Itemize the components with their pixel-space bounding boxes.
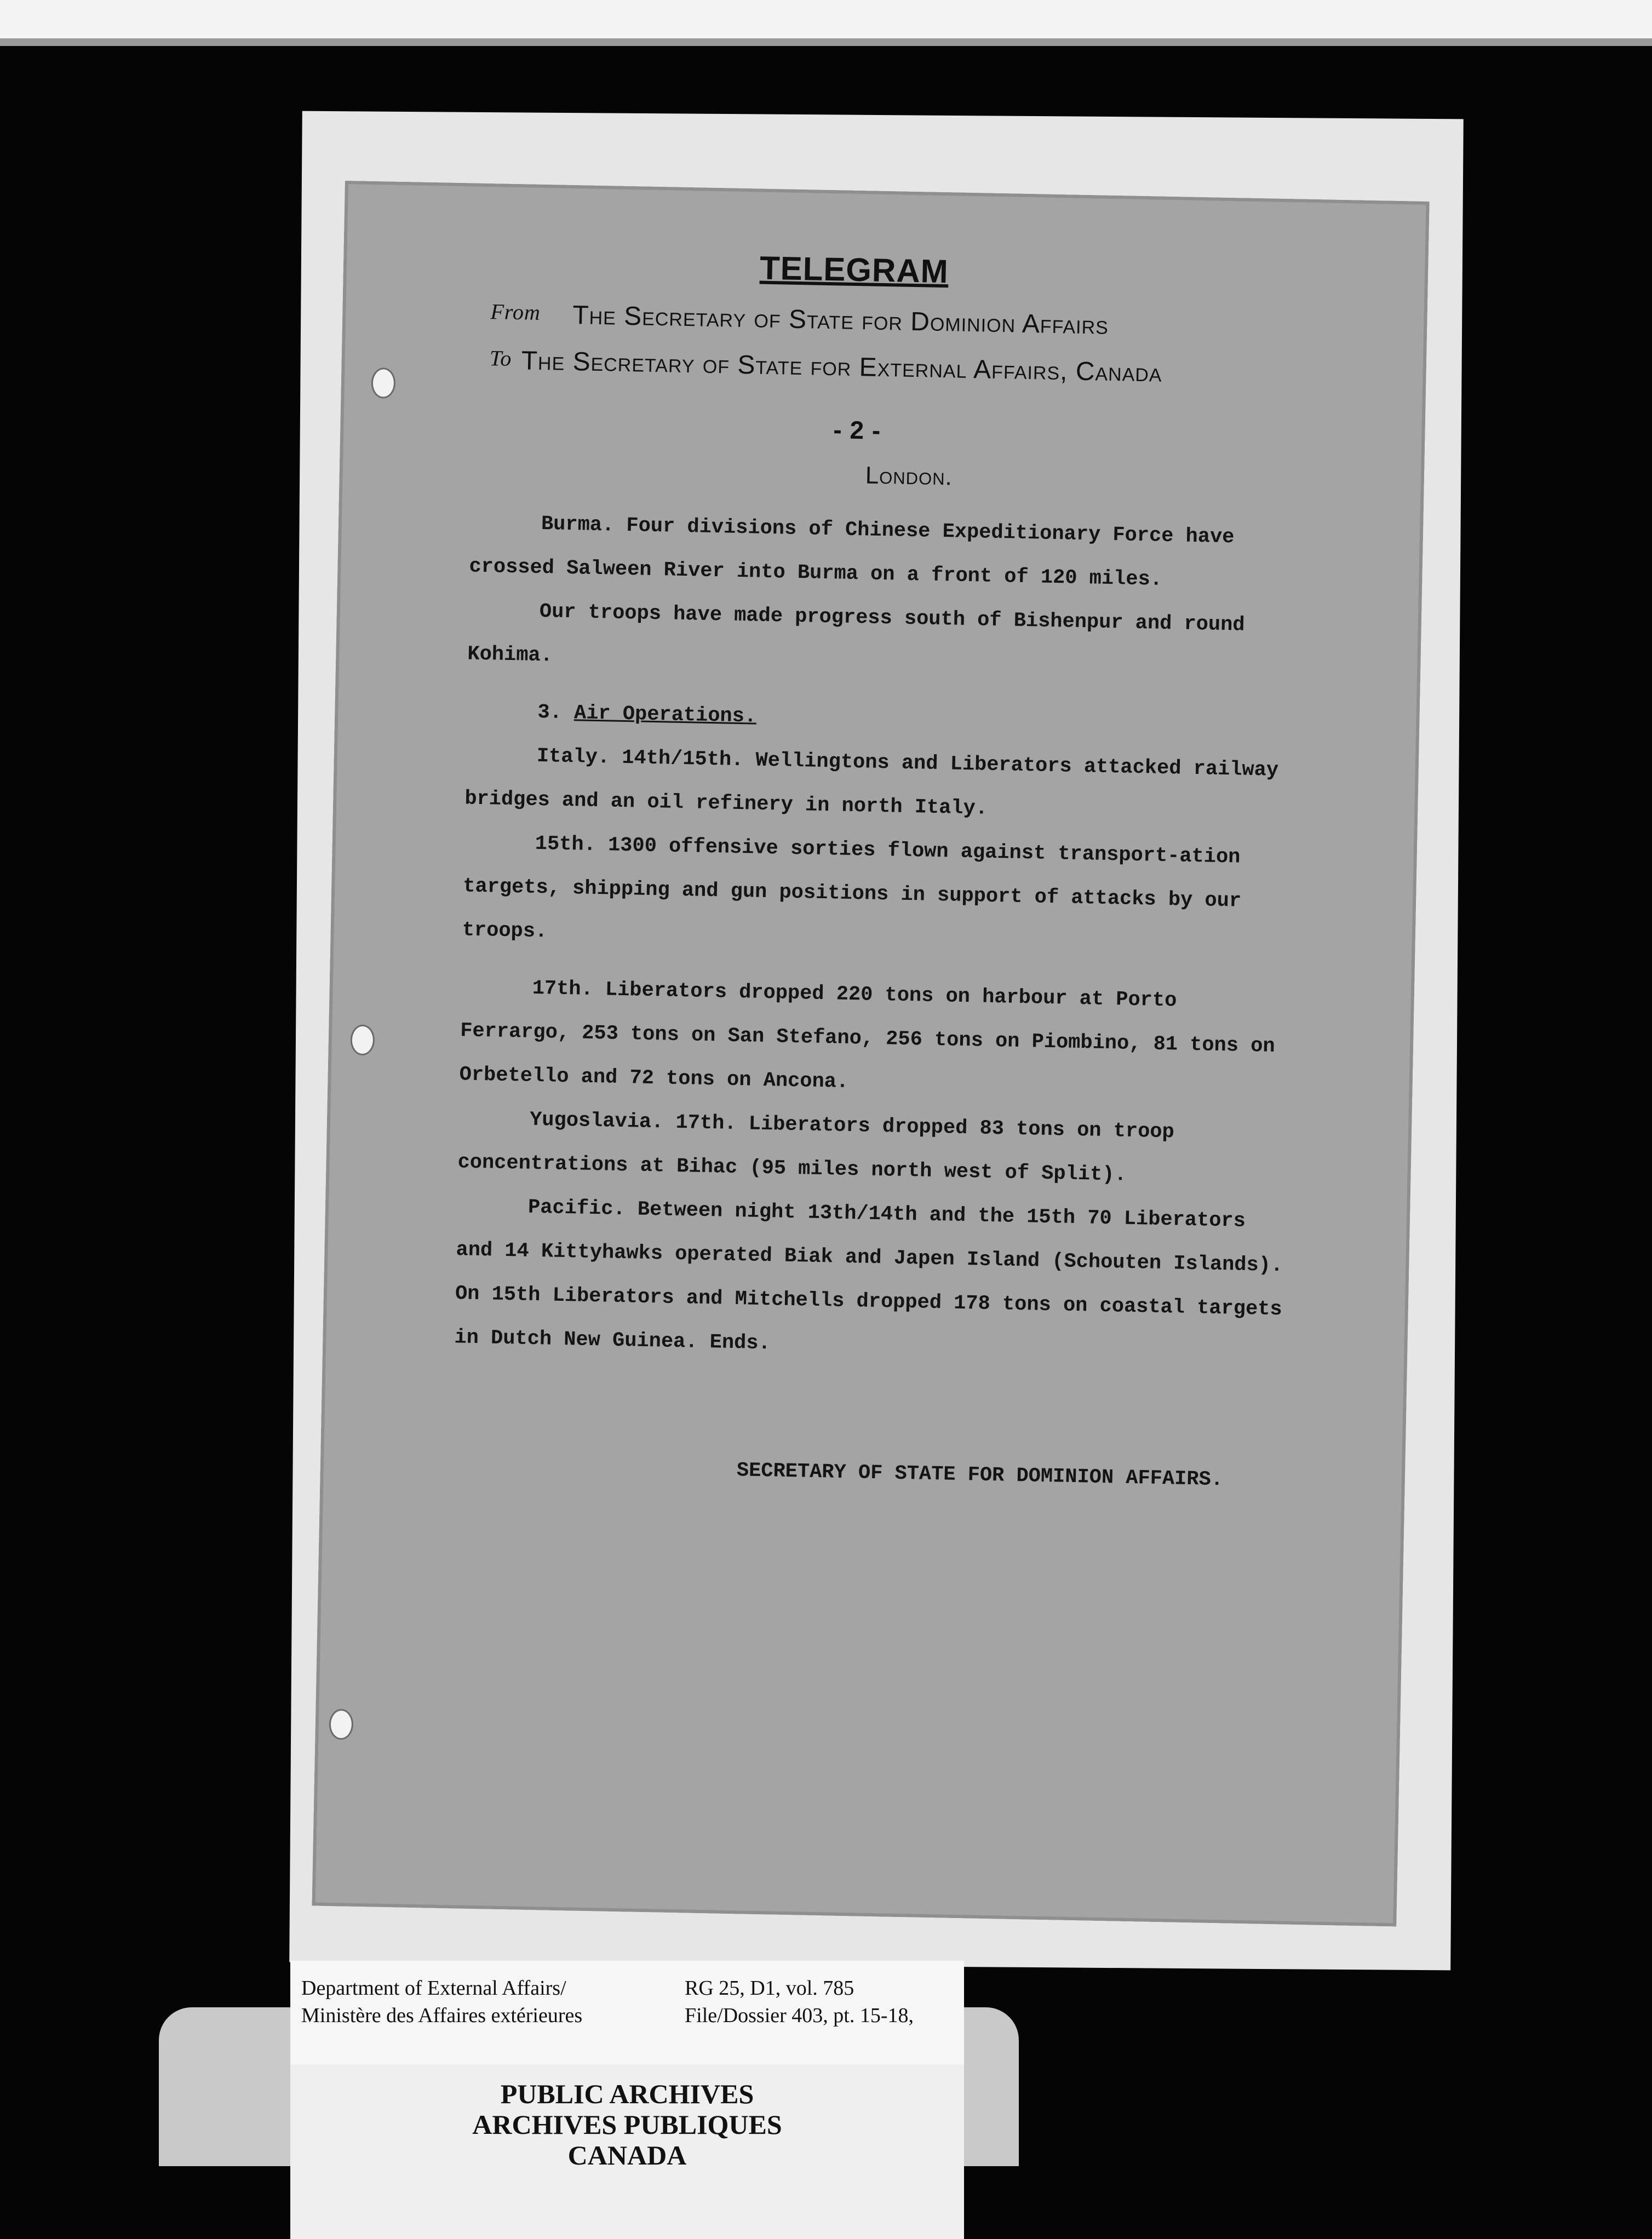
paragraph-pacific: Pacific. Between night 13th/14th and the 15th 70 Liberators and 14 Kittyhawks operated Biak and Japen Island (Schouten Islands). On 15th Liberators and Mitchells dropped 178 tons on coastal targets in Dutch New Guinea. Ends. [454,1196,1283,1356]
paragraph-yugoslavia: Yugoslavia. 17th. Liberators dropped 83 tons on troop concentrations at Bihac (95 miles north west of Split). [457,1108,1175,1187]
record-group-line: RG 25, D1, vol. 785 [685,1977,854,2000]
stamp-line-english: PUBLIC ARCHIVES [500,2079,754,2109]
file-reference [685,1974,914,2029]
to-text: The Secretary of State for External Affairs, Canada [521,346,1163,388]
department-line-french: Ministère des Affaires extérieures [301,2004,583,2027]
city-line: London. [865,462,953,491]
paragraph-burma-progress: Our troops have made progress south of Bishenpur and round Kohima. [467,600,1245,668]
section-title: Air Operations. [573,702,757,728]
telegram-title: TELEGRAM [759,249,949,290]
stamp-line-country: CANADA [567,2140,687,2171]
from-label: From [490,299,541,325]
file-dossier-line: File/Dossier 403, pt. 15-18, [685,2004,914,2027]
telegram-page [312,181,1430,1926]
punch-hole [350,1024,375,1055]
department-line-english: Department of External Affairs/ [301,1977,566,2000]
film-strip-edge [0,38,1652,46]
paragraph-italy: Italy. 14th/15th. Wellingtons and Liberators attacked railway bridges and an oil refinery in north Italy. [464,744,1279,820]
stamp-line-french: ARCHIVES PUBLIQUES [472,2109,782,2140]
archive-stamp [290,2079,964,2171]
department-reference [301,1974,582,2029]
punch-hole [371,368,395,399]
to-label: To [489,346,512,371]
telegram-body [454,501,1303,1376]
page-number: - 2 - [833,415,881,445]
paragraph-italy-17th: 17th. Liberators dropped 220 tons on harbour at Porto Ferrargo, 253 tons on San Stefano, 256 tons on Piombino, 81 tons on Orbetello and 72 tons on Ancona. [459,977,1276,1094]
film-strip-top [0,0,1652,38]
paragraph-burma: Burma. Four divisions of Chinese Expeditionary Force have crossed Salween River into Burma on a front of 120 miles. [469,512,1235,592]
signature-line: SECRETARY OF STATE FOR DOMINION AFFAIRS. [736,1459,1224,1492]
punch-hole [329,1709,353,1740]
section-number: 3. [537,701,563,725]
from-text: The Secretary of State for Dominion Affairs [572,301,1109,340]
paragraph-italy-15th: 15th. 1300 offensive sorties flown against transport-ation targets, shipping and gun positions in support of attacks by our troops. [462,832,1242,944]
